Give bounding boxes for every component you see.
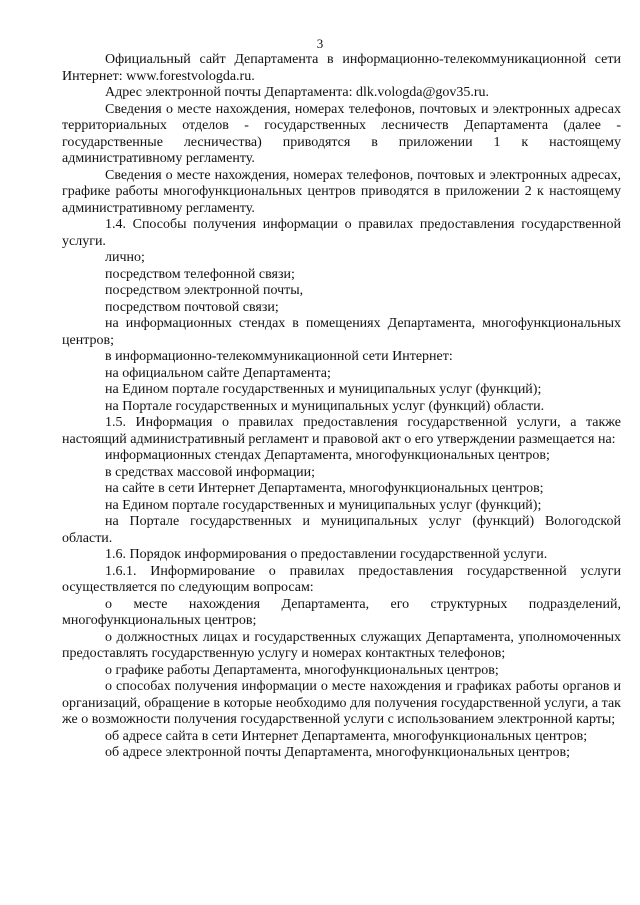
list-item: на сайте в сети Интернет Департамента, многофункциональных центров; xyxy=(105,481,544,496)
list-item: посредством почтовой связи; xyxy=(105,299,279,315)
list-item: о способах получения информации о месте нахождения и графиках работы органов и организаций, обращение в которые необходимо для получения государственной услуги, а так же о возможности получения государственной услуги с использованием электронной карты; xyxy=(62,679,621,727)
paragraph-1-6-1: 1.6.1. Информирование о правилах предоставления государственной услуги осуществляется по следующим вопросам: xyxy=(62,563,621,595)
paragraph-territorial-offices: Сведения о месте нахождения, номерах телефонов, почтовых и электронных адресах территориальных отделов - государственных лесничеств Департамента (далее - государственные лесничества) приводятся в приложении 1 к настоящему административному регламенту. xyxy=(62,101,621,166)
list-item: об адресе электронной почты Департамента, многофункциональных центров; xyxy=(105,745,571,760)
list-item: лично; xyxy=(105,250,145,265)
list-item: на официальном сайте Департамента; xyxy=(105,365,331,381)
list-item: посредством телефонной связи; xyxy=(105,266,295,282)
page-number: 3 xyxy=(316,36,324,51)
paragraph-website: Официальный сайт Департамента в информационно-телекоммуникационной сети Интернет: www.forestvologda.ru. xyxy=(62,52,621,84)
paragraph-email: Адрес электронной почты Департамента: dlk.vologda@gov35.ru. xyxy=(105,85,490,100)
list-item: информационных стендах Департамента, многофункциональных центров; xyxy=(105,448,550,463)
paragraph-1-4: 1.4. Способы получения информации о правилах предоставления государственной услуги. xyxy=(62,217,621,249)
list-item: в средствах массовой информации; xyxy=(105,464,316,480)
paragraph-mfc-info: Сведения о месте нахождения, номерах телефонов, почтовых и электронных адресах, графике работы многофункциональных центров приводятся в приложении 2 к настоящему административному регламенту. xyxy=(62,167,621,216)
list-item: о должностных лицах и государственных служащих Департамента, уполномоченных предоставлять государственную услугу и номерах контактных телефонов; xyxy=(62,629,621,661)
list-item: о графике работы Департамента, многофункциональных центров; xyxy=(105,662,499,678)
list-item: на Портале государственных и муниципальных услуг (функций) области. xyxy=(105,398,545,414)
document-body xyxy=(62,52,621,762)
list-item: в информационно-телекоммуникационной сети Интернет: xyxy=(105,349,453,364)
paragraph-1-5: 1.5. Информация о правилах предоставления государственной услуги, а также настоящий административный регламент и правовой акт о его утверждении размещается на: xyxy=(62,415,621,447)
list-item: на информационных стендах в помещениях Департамента, многофункциональных центров; xyxy=(62,316,621,348)
paragraph-1-6: 1.6. Порядок информирования о предоставлении государственной услуги. xyxy=(105,547,548,562)
list-item: о месте нахождения Департамента, его структурных подразделений, многофункциональных центров; xyxy=(62,596,621,628)
list-item: на Портале государственных и муниципальных услуг (функций) Вологодской области. xyxy=(62,514,621,546)
list-item: посредством электронной почты, xyxy=(105,283,304,298)
list-item: на Едином портале государственных и муниципальных услуг (функций); xyxy=(105,497,542,513)
list-item: на Едином портале государственных и муниципальных услуг (функций); xyxy=(105,382,542,397)
list-item: об адресе сайта в сети Интернет Департамента, многофункциональных центров; xyxy=(105,728,588,744)
